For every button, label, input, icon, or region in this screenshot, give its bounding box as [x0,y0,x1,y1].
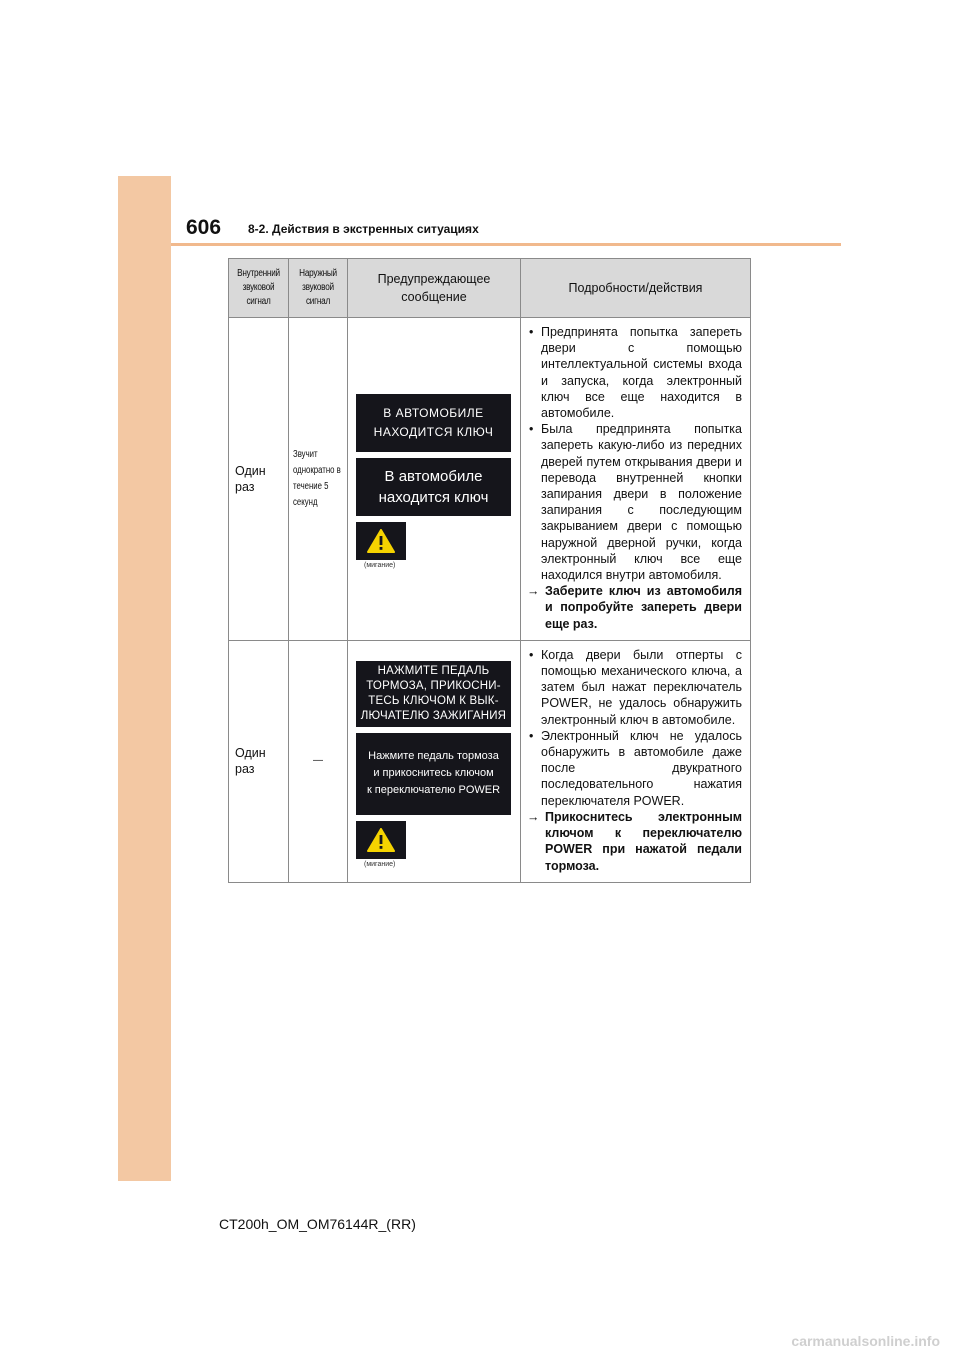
message-display-caps: В АВТОМОБИЛЕ НАХОДИТСЯ КЛЮЧ [356,394,511,452]
external-buzzer-cell: Звучит однократно в течение 5 секунд [289,318,348,641]
col-details: Подробности/действия [521,259,751,318]
message-display-mixed: Нажмите педаль тормоза и прикоснитесь ключом к переключателю POWER [356,733,511,815]
section-title: 8-2. Действия в экстренных ситуациях [248,222,479,236]
action-item: → Заберите ключ из автомобиля и попробуйте запереть двери еще раз. [527,584,742,631]
warning-message-cell [348,640,521,882]
details-cell [521,318,751,641]
warning-message-cell [348,318,521,641]
watermark: carmanualsonline.info [791,1333,940,1349]
detail-bullet: • Была предпринята попытка запереть какую-либо из передних дверей путем открывания двери и перевода внутренней кнопки запирания двери в положение запирания с последующим закрыванием двери с помощью наружной дверной ручки, когда электронный ключ все еще находился внутри автомобиля. [527,421,742,583]
warning-triangle-icon [356,821,406,859]
action-item: → Прикоснитесь электронным ключом к переключателю POWER при нажатой педали тормоза. [527,809,742,873]
chapter-side-strip [118,176,171,1181]
message-display-mixed: В автомобиле находится ключ [356,458,511,516]
col-external-buzzer: Наружный звуковой сигнал [289,259,348,318]
arrow-icon: → [527,809,540,824]
internal-buzzer-cell: Один раз [229,318,289,641]
col-internal-buzzer: Внутренний звуковой сигнал [229,259,289,318]
table-row [229,640,751,882]
table-row [229,318,751,641]
header-rule [171,243,841,246]
detail-bullet: • Электронный ключ не удалось обнаружить в автомобиле даже после двукратного последовательного нажатия переключателя POWER. [527,728,742,809]
table-header-row [229,259,751,318]
detail-bullet: • Предпринята попытка запереть двери с помощью интеллектуальной системы входа и запуска, когда электронный ключ все еще находится в автомобиле. [527,324,742,421]
warning-table [228,258,751,883]
page-number: 606 [186,216,222,239]
blink-caption: (мигание) [364,860,396,868]
blink-caption: (мигание) [364,562,396,570]
external-buzzer-cell: — [289,640,348,882]
internal-buzzer-cell: Один раз [229,640,289,882]
document-code: CT200h_OM_OM76144R_(RR) [219,1216,416,1232]
warning-triangle-icon [356,522,406,560]
arrow-icon: → [527,584,540,599]
detail-bullet: • Когда двери были отперты с помощью механического ключа, а затем был нажат переключатель POWER, не удалось обнаружить электронный ключ в автомобиле. [527,647,742,728]
details-cell [521,640,751,882]
message-display-caps: НАЖМИТЕ ПЕДАЛЬ ТОРМОЗА, ПРИКОСНИ- ТЕСЬ КЛЮЧОМ К ВЫК- ЛЮЧАТЕЛЮ ЗАЖИГАНИЯ [356,661,511,727]
col-warning-message: Предупреждающее сообщение [348,259,521,318]
